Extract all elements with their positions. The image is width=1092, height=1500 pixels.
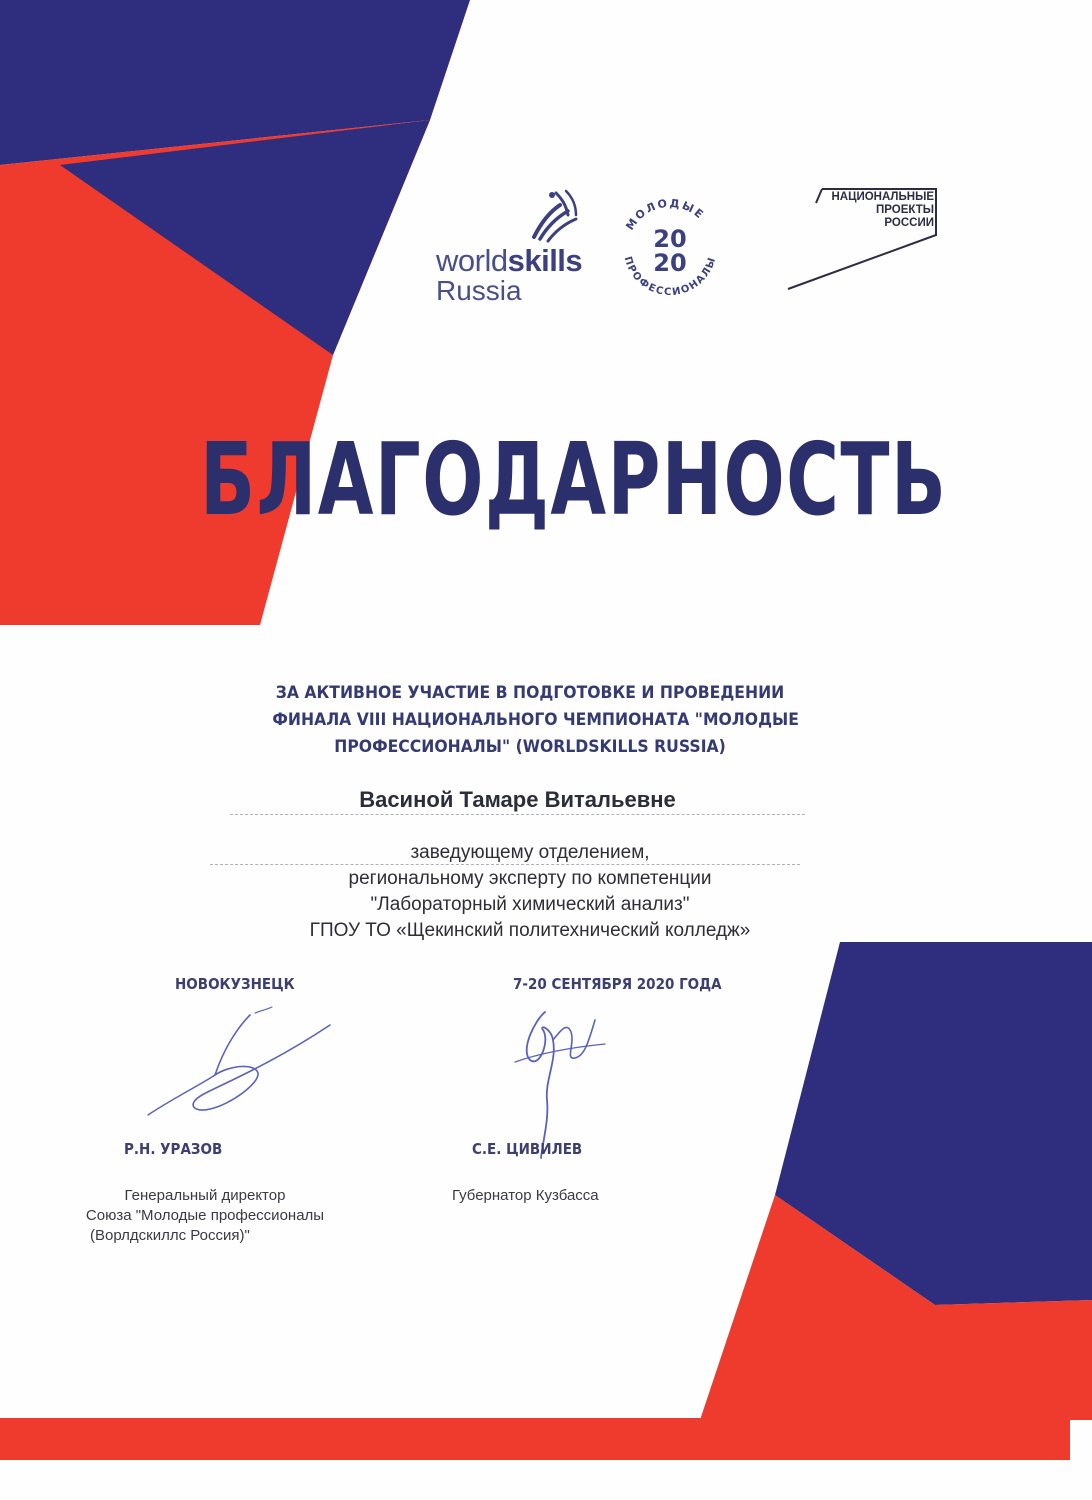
role-line: (Ворлдскиллс Россия)" xyxy=(90,1227,250,1244)
worldskills-country: Russia xyxy=(436,275,522,306)
mp-bottom-text: ПРОФЕССИОНАЛЫ xyxy=(621,255,719,299)
mp-year-bottom: 20 xyxy=(653,249,687,277)
worldskills-word-light: world xyxy=(436,243,508,278)
signatory-2-name: С.Е. ЦИВИЛЕВ xyxy=(472,1140,583,1158)
worldskills-word-bold: skills xyxy=(507,243,583,278)
position-line: заведующему отделением, xyxy=(410,842,650,863)
recipient-underline xyxy=(230,814,805,815)
position-underline xyxy=(210,864,800,865)
reason-text xyxy=(272,680,799,761)
signatory-1-role xyxy=(60,1186,350,1246)
city-label: НОВОКУЗНЕЦК xyxy=(175,975,295,993)
bottom-red-strip xyxy=(0,1418,1070,1460)
role-line: Союза "Молодые профессионалы xyxy=(85,1207,325,1224)
role-line: Губернатор Кузбасса xyxy=(452,1187,599,1204)
national-projects-logo xyxy=(782,185,942,295)
worldskills-wordmark xyxy=(436,245,582,276)
position-line: "Лабораторный химический анализ" xyxy=(370,894,690,915)
dates-label: 7-20 СЕНТЯБРЯ 2020 ГОДА xyxy=(513,975,722,993)
position-line: региональному эксперту по компетенции xyxy=(348,868,712,889)
signature-tsivilev xyxy=(505,1000,615,1160)
recipient-name: Васиной Тамаре Витальевне xyxy=(359,787,676,812)
logos-row xyxy=(430,185,950,315)
worldskills-emblem-icon xyxy=(526,185,586,245)
position-line: ГПОУ ТО «Щекинский политехнический колледж» xyxy=(309,920,751,941)
reason-line: ПРОФЕССИОНАЛЫ" (WORLDSKILLS RUSSIA) xyxy=(334,737,726,757)
certificate-title: БЛАГОДАРНОСТЬ xyxy=(200,421,948,538)
signatory-1-name: Р.Н. УРАЗОВ xyxy=(124,1140,223,1158)
recipient-position xyxy=(180,840,880,944)
reason-line: ФИНАЛА VIII НАЦИОНАЛЬНОГО ЧЕМПИОНАТА "МОЛОДЫЕ xyxy=(272,710,799,730)
role-line: Генеральный директор xyxy=(124,1187,286,1204)
signatory-2-role xyxy=(452,1186,612,1206)
reason-line: ЗА АКТИВНОЕ УЧАСТИЕ В ПОДГОТОВКЕ И ПРОВЕДЕНИИ xyxy=(275,683,785,703)
mp-top-text: МОЛОДЫЕ xyxy=(623,196,708,233)
mp-year-top: 20 xyxy=(653,225,687,253)
national-projects-text: НАЦИОНАЛЬНЫЕ ПРОЕКТЫ РОССИИ xyxy=(831,191,934,229)
signature-urazov xyxy=(140,1005,340,1125)
molodye-professionaly-logo xyxy=(610,189,730,309)
